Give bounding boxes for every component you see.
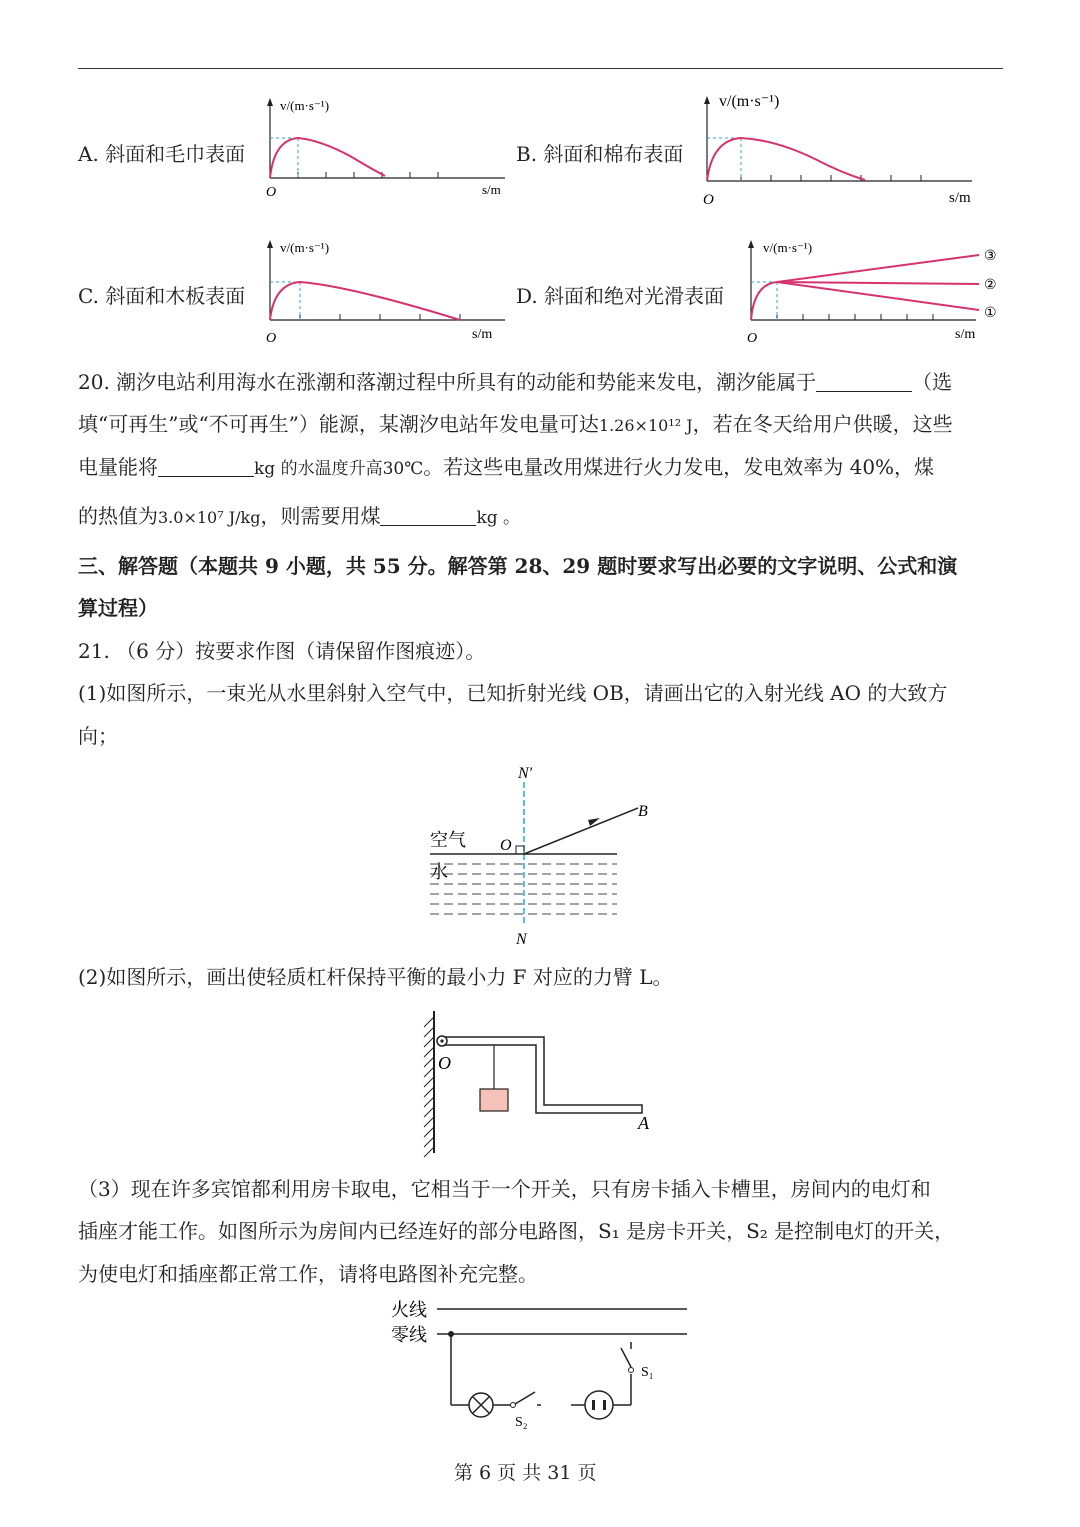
origin-d: O — [747, 331, 758, 346]
q21-part1-line1: (1)如图所示，一束光从水里斜射入空气中，已知折射光线 OB，请画出它的入射光线 AO 的大致方 — [78, 681, 948, 705]
q20-text-3a: 电量能将 — [78, 455, 158, 479]
q21-part3-line3: 为使电灯和插座都正常工作，请将电路图补充完整。 — [78, 1262, 538, 1286]
option-a — [78, 138, 245, 167]
q20-heat-value: 3.0×10⁷ J/kg — [158, 508, 261, 527]
option-b-text: 斜面和棉布表面 — [543, 142, 684, 166]
q20-temp: 30℃ — [382, 459, 424, 479]
ylabel-d: v/(m·s⁻¹) — [763, 240, 813, 255]
option-c-text: 斜面和木板表面 — [105, 284, 246, 308]
q20-text-4b: ，则需要用煤 — [260, 504, 381, 528]
label-d-2: ② — [984, 278, 997, 293]
switch-s2-icon — [511, 1392, 536, 1408]
curve-d-3 — [777, 255, 979, 282]
q21-part1-line2: 向； — [78, 724, 118, 748]
graph-b — [697, 88, 997, 210]
graph-a — [260, 90, 520, 200]
option-a-text: 斜面和毛巾表面 — [105, 142, 246, 166]
q20-text-4a: 的热值为 — [78, 504, 158, 528]
q20-line2 — [78, 414, 953, 434]
graph-d — [741, 232, 1003, 347]
q20-energy-value: 1.26×10¹² J — [598, 416, 693, 435]
origin-b: O — [703, 192, 714, 208]
ylabel-b: v/(m·s⁻¹) — [719, 93, 780, 110]
q21-head: 21. （6 分）按要求作图（请保留作图痕迹）。 — [78, 639, 486, 663]
q20-blank-2[interactable] — [158, 458, 254, 477]
label-n-top: N′ — [518, 765, 533, 782]
option-d-text: 斜面和绝对光滑表面 — [544, 284, 725, 308]
option-d-letter: D. — [516, 284, 538, 308]
label-neutral: 零线 — [391, 1325, 427, 1345]
curve-d-1 — [777, 282, 979, 310]
q20-text-3c: 。若这些电量改用煤进行火力发电，发电效率为 40%，煤 — [423, 455, 935, 479]
origin-c: O — [266, 331, 277, 346]
page-footer: 第 6 页 共 31 页 — [454, 1462, 597, 1484]
refracted-ray — [524, 808, 638, 854]
curve-c — [270, 282, 460, 320]
lever-figure — [420, 1005, 665, 1160]
q21-part2: (2)如图所示，画出使轻质杠杆保持平衡的最小力 F 对应的力臂 L。 — [78, 965, 673, 989]
lever-bar — [440, 1037, 642, 1113]
top-rule — [78, 68, 1003, 69]
label-d-3: ③ — [984, 249, 997, 264]
label-lever-a: A — [638, 1113, 649, 1133]
q20-text-3b: kg 的水温度升高 — [254, 459, 383, 479]
ylabel-a: v/(m·s⁻¹) — [280, 98, 330, 113]
xlabel-b: s/m — [949, 190, 971, 206]
label-water: 水 — [430, 862, 448, 882]
q20-text-1: 20. 潮汐电站利用海水在涨潮和落潮过程中所具有的动能和势能来发电，潮汐能属于 — [78, 370, 817, 394]
optics-figure — [420, 760, 648, 950]
q20-blank-1[interactable] — [816, 373, 912, 392]
option-c-letter: C. — [78, 284, 99, 308]
label-o: O — [500, 837, 512, 854]
option-c — [78, 280, 245, 309]
xlabel-d: s/m — [955, 327, 976, 342]
curve-a — [270, 138, 385, 178]
q20-text-2b: ，若在冬天给用户供暖，这些 — [692, 412, 953, 436]
option-b-letter: B. — [516, 142, 538, 166]
lamp-icon — [469, 1393, 493, 1417]
origin-a: O — [266, 185, 277, 200]
q20-text-1b: （选 — [912, 370, 953, 394]
curve-b — [707, 138, 865, 181]
section3-line2: 算过程） — [78, 596, 158, 620]
q20-line3 — [78, 457, 934, 478]
label-air: 空气 — [430, 830, 466, 850]
q20-blank-3[interactable] — [380, 507, 476, 526]
option-b — [516, 138, 683, 167]
label-lever-o: O — [438, 1053, 451, 1073]
q21-part3-line1: （3）现在许多宾馆都利用房卡取电，它相当于一个开关，只有房卡插入卡槽里，房间内的电灯和 — [78, 1177, 931, 1201]
q21-part3-line2: 插座才能工作。如图所示为房间内已经连好的部分电路图，S₁ 是房卡开关，S₂ 是控制电灯的开关， — [78, 1219, 955, 1243]
section3-line1: 三、解答题（本题共 9 小题，共 55 分。解答第 28、29 题时要求写出必要的文字说明、公式和演 — [78, 554, 958, 578]
q20-line1 — [78, 372, 952, 392]
socket-icon — [585, 1391, 613, 1419]
q20-text-2: 填“可再生”或“不可再生”）能源，某潮汐电站年发电量可达 — [78, 412, 599, 436]
ylabel-c: v/(m·s⁻¹) — [280, 240, 330, 255]
xlabel-a: s/m — [482, 182, 501, 197]
label-live: 火线 — [391, 1300, 427, 1320]
label-d-1: ① — [984, 306, 997, 321]
graph-c — [260, 232, 520, 347]
xlabel-c: s/m — [472, 327, 493, 342]
option-d — [516, 280, 724, 309]
label-s1: S₁ — [641, 1365, 654, 1380]
curve-d-2 — [777, 282, 979, 284]
label-b: B — [638, 803, 648, 820]
label-n-bottom: N — [516, 931, 527, 948]
option-a-letter: A. — [78, 142, 99, 166]
weight-block — [480, 1089, 508, 1111]
label-s2: S₂ — [515, 1415, 528, 1430]
q20-text-4c: kg 。 — [476, 508, 521, 528]
switch-s1-icon — [621, 1348, 634, 1373]
circuit-figure — [385, 1292, 695, 1437]
q20-line4 — [78, 506, 520, 527]
